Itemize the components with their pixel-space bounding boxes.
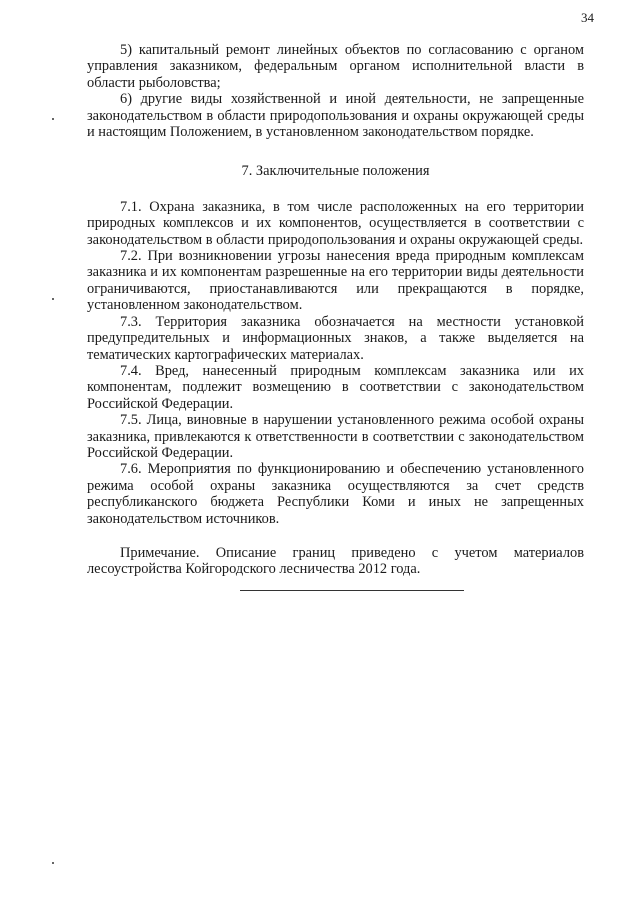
paragraph-7-3: 7.3. Территория заказника обозначается на местности установкой предупредительных и информационных знаков, а также выделяется на тематических картографических материалах.	[87, 313, 584, 363]
margin-mark	[52, 862, 54, 864]
paragraph-7-2: 7.2. При возникновении угрозы нанесения вреда природным комплексам заказника и их компонентам разрешенные на его территории виды деятельности ограничиваются, приостанавливаются или прекращаются в порядке, установленном законодательством.	[87, 248, 584, 314]
list-item-5: 5) капитальный ремонт линейных объектов по согласованию с органом управления заказником, федеральным органом исполнительной власти в области рыболовства;	[87, 42, 584, 91]
closing-rule	[240, 590, 464, 591]
paragraph-7-5: 7.5. Лица, виновные в нарушении установленного режима особой охраны заказника, привлекаются к ответственности в соответствии с законодательством Российской Федерации.	[87, 412, 584, 461]
paragraph-7-6: 7.6. Мероприятия по функционированию и обеспечению установленного режима особой охраны заказника осуществляются за счет средств республиканского бюджета Республики Коми и иных не запрещенных законодательством источников.	[87, 461, 584, 527]
page-number: 34	[581, 10, 594, 25]
note: Примечание. Описание границ приведено с учетом материалов лесоустройства Койгородского лесничества 2012 года.	[87, 544, 584, 578]
paragraph-7-4: 7.4. Вред, нанесенный природным комплексам заказника или их компонентам, подлежит возмещению в соответствии с законодательством Российской Федерации.	[87, 362, 584, 412]
paragraph-7-1: 7.1. Охрана заказника, в том числе расположенных на его территории природных комплексов и их компонентов, осуществляется в соответствии с законодательством в области природопользования и охраны окружающей среды.	[87, 198, 584, 248]
document-body	[87, 42, 584, 591]
list-item-6: 6) другие виды хозяйственной и иной деятельности, не запрещенные законодательством в области природопользования и охраны окружающей среды и настоящим Положением, в установленном законодательством порядке.	[87, 91, 584, 141]
margin-mark	[52, 298, 54, 300]
margin-mark	[52, 118, 54, 120]
section-title: 7. Заключительные положения	[241, 163, 430, 180]
